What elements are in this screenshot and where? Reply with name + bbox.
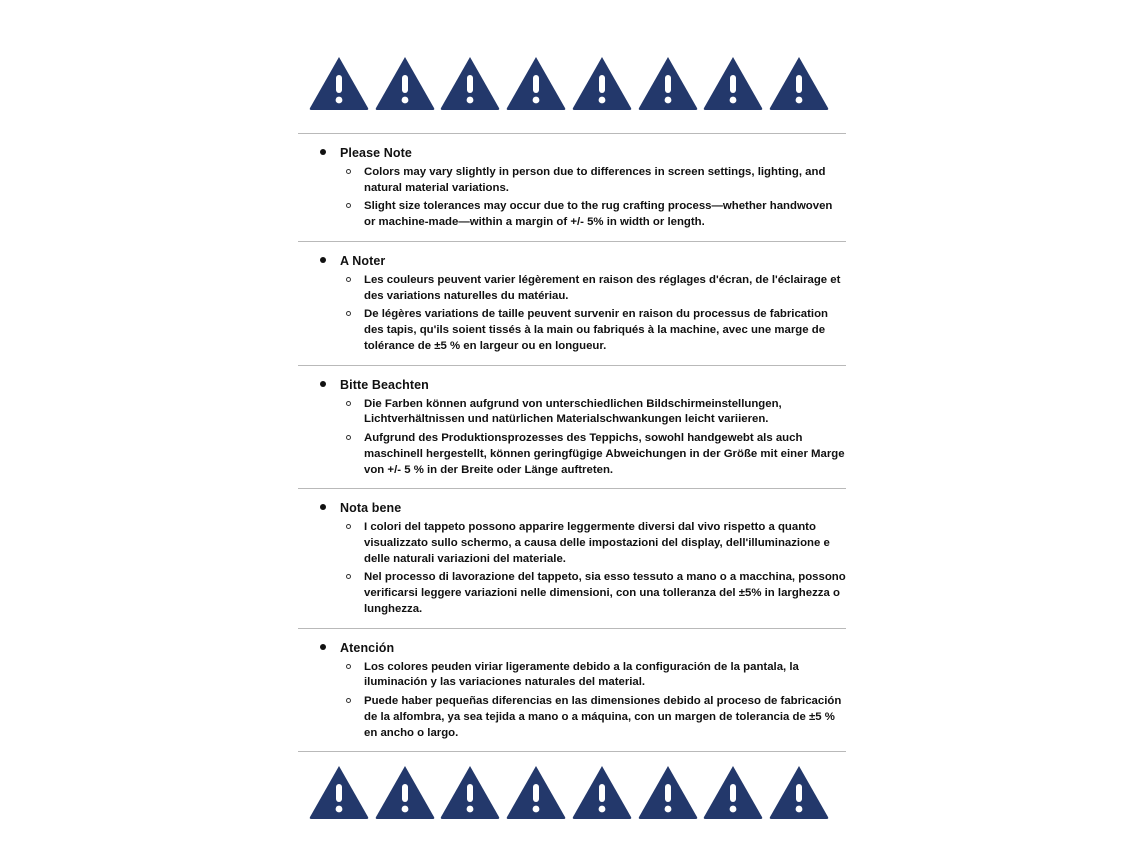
warning-triangle-icon <box>374 55 436 111</box>
warning-triangle-icon <box>702 55 764 111</box>
hollow-bullet-icon <box>346 401 351 406</box>
section-heading: Atención <box>340 640 395 655</box>
notice-text: Puede haber pequeñas diferencias en las dimensiones debido al proceso de fabricación de la alfombra, ya sea tejida a mano o a máquina, con un margen de tolerancia de ±5 % en ancho o largo. <box>364 695 842 739</box>
notice-text: I colori del tappeto possono apparire leggermente diversi dal vivo rispetto a quanto visualizzato sullo schermo, a causa delle impostazioni del display, dell'illuminazione e delle naturali variazioni del materiale. <box>364 521 830 565</box>
notice-text: Die Farben können aufgrund von unterschiedlichen Bildschirmeinstellungen, Lichtverhältnissen und natürlichen Materialschwankungen leicht variieren. <box>364 397 782 426</box>
hollow-bullet-icon <box>346 311 351 316</box>
bullet-icon <box>320 504 326 510</box>
notice-text: Slight size tolerances may occur due to the rug crafting process—whether handwoven or machine-made—within a margin of +/- 5% in width or length. <box>364 200 833 229</box>
notice-sublist <box>340 165 846 231</box>
warning-triangle-icon <box>571 55 633 111</box>
warning-triangle-icon <box>571 764 633 820</box>
hollow-bullet-icon <box>346 277 351 282</box>
top-warning-icon-row <box>308 0 830 111</box>
warning-triangle-icon <box>505 55 567 111</box>
list-item <box>340 660 846 691</box>
notice-text: Les couleurs peuvent varier légèrement en raison des réglages d'écran, de l'éclairage et des variations naturelles du matériau. <box>364 273 841 302</box>
list-item <box>340 694 846 741</box>
list-item <box>298 254 846 355</box>
bullet-icon <box>320 257 326 263</box>
list-item <box>340 199 846 230</box>
hollow-bullet-icon <box>346 698 351 703</box>
notice-section <box>298 366 846 490</box>
notice-sublist <box>340 660 846 742</box>
notice-list <box>298 378 846 479</box>
warning-triangle-icon <box>637 55 699 111</box>
section-heading: A Noter <box>340 253 386 268</box>
warning-triangle-icon <box>768 764 830 820</box>
hollow-bullet-icon <box>346 664 351 669</box>
list-item <box>340 520 846 567</box>
list-item <box>298 378 846 479</box>
notice-sections <box>298 134 846 752</box>
notice-text: Nel processo di lavorazione del tappeto, sia esso tessuto a mano o a macchina, possono verificarsi leggere variazioni nelle dimensioni, con una tolleranza del ±5% in larghezza o lunghezza. <box>364 571 846 615</box>
notice-text: Colors may vary slightly in person due to differences in screen settings, lighting, and natural material variations. <box>364 166 826 194</box>
notice-sublist <box>340 397 846 479</box>
warning-triangle-icon <box>768 55 830 111</box>
document-content <box>298 0 846 820</box>
list-item <box>340 165 846 196</box>
warning-triangle-icon <box>702 764 764 820</box>
list-item <box>340 570 846 617</box>
list-item <box>340 307 846 354</box>
bullet-icon <box>320 644 326 650</box>
section-heading: Nota bene <box>340 501 402 516</box>
hollow-bullet-icon <box>346 524 351 529</box>
warning-triangle-icon <box>308 55 370 111</box>
warning-triangle-icon <box>439 764 501 820</box>
notice-section <box>298 242 846 366</box>
notice-list <box>298 501 846 617</box>
warning-triangle-icon <box>439 55 501 111</box>
warning-triangle-icon <box>308 764 370 820</box>
warning-triangle-icon <box>374 764 436 820</box>
bullet-icon <box>320 149 326 155</box>
notice-sublist <box>340 273 846 355</box>
list-item <box>340 431 846 478</box>
section-heading: Bitte Beachten <box>340 377 429 392</box>
bottom-warning-icon-row <box>308 752 830 820</box>
list-item <box>298 501 846 617</box>
notice-section <box>298 489 846 628</box>
notice-list <box>298 254 846 355</box>
notice-text: De légères variations de taille peuvent survenir en raison du processus de fabrication des tapis, qu'ils soient tissés à la main ou fabriqués à la machine, avec une marge de tolérance de ±5 % en largeur ou en longueur. <box>364 308 829 352</box>
list-item <box>298 641 846 742</box>
notice-sublist <box>340 520 846 617</box>
notice-list <box>298 641 846 742</box>
list-item <box>340 273 846 304</box>
hollow-bullet-icon <box>346 435 351 440</box>
notice-text: Aufgrund des Produktionsprozesses des Teppichs, sowohl handgewebt als auch maschinell hergestellt, können geringfügige Abweichungen in der Größe mit einer Marge von +/- 5 % in der Breite oder Länge auftreten. <box>364 432 845 476</box>
hollow-bullet-icon <box>346 169 351 174</box>
notice-list <box>298 146 846 231</box>
hollow-bullet-icon <box>346 574 351 579</box>
notice-section <box>298 629 846 753</box>
list-item <box>340 397 846 428</box>
list-item <box>298 146 846 231</box>
section-heading: Please Note <box>340 146 412 160</box>
warning-triangle-icon <box>505 764 567 820</box>
warning-triangle-icon <box>637 764 699 820</box>
bullet-icon <box>320 381 326 387</box>
hollow-bullet-icon <box>346 203 351 208</box>
notice-text: Los colores peuden viriar ligeramente debido a la configuración de la pantala, la iluminación y las variaciones naturales del material. <box>364 660 799 689</box>
notice-section <box>298 134 846 242</box>
